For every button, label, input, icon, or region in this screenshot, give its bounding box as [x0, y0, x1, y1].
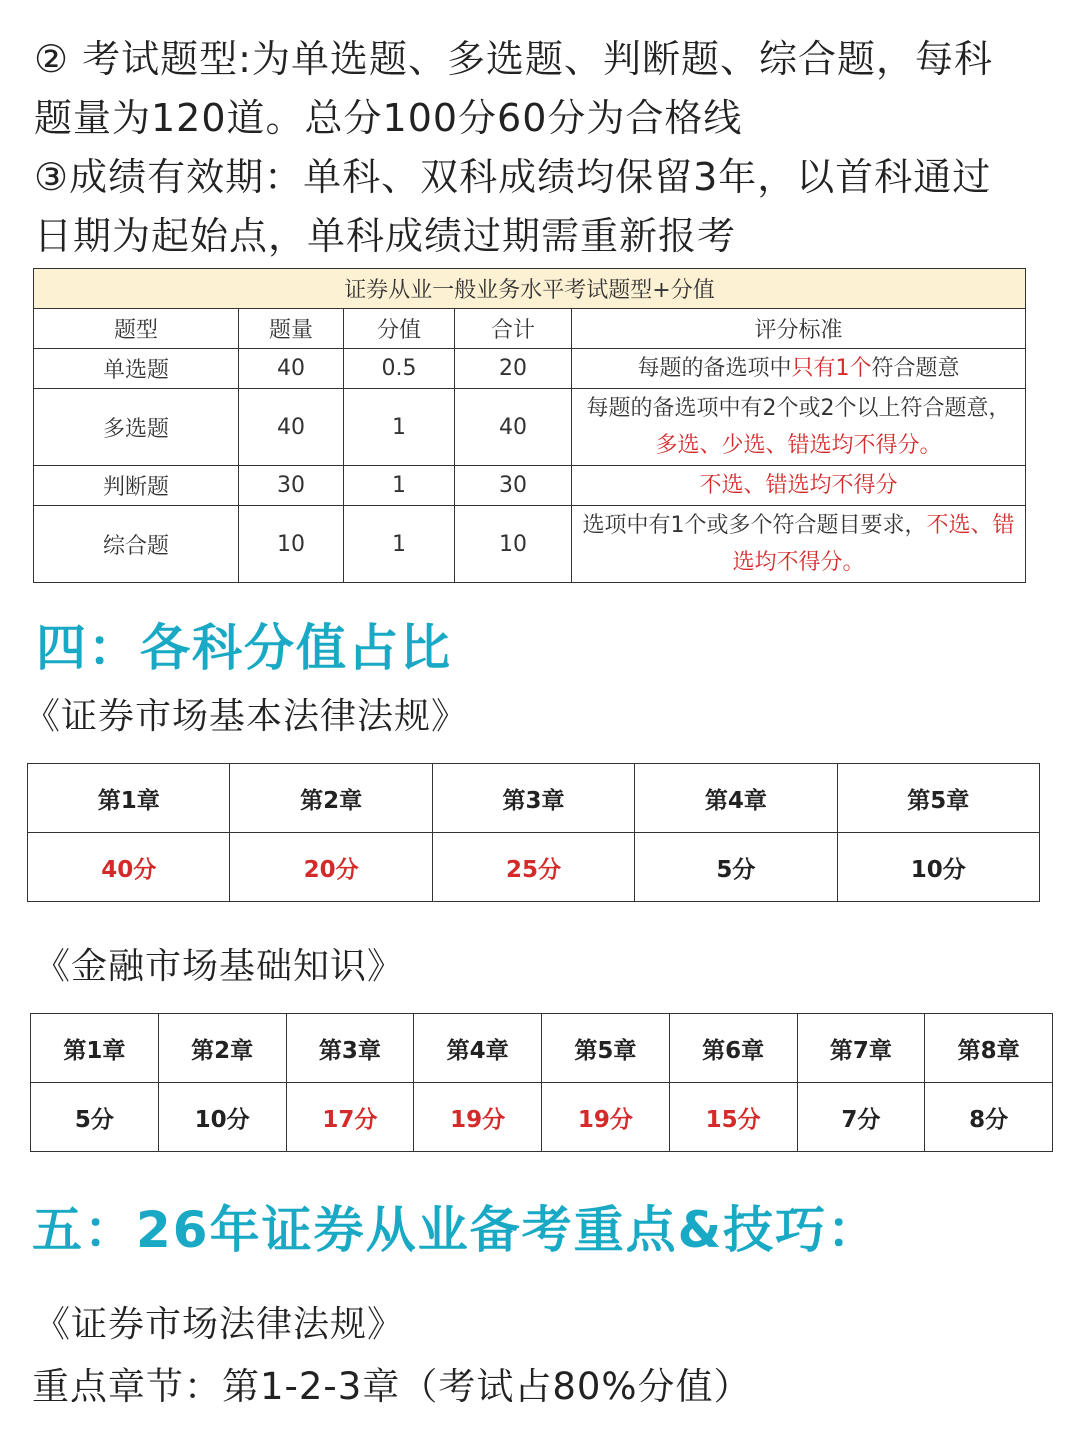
chapter-label: 第5章 [837, 764, 1039, 833]
criteria-text: 选项中有1个或多个符合题目要求， [582, 513, 927, 538]
validity-paragraph [34, 148, 1034, 266]
row-type: 综合题 [34, 506, 239, 583]
book2-title: 《金融市场基础知识》 [34, 946, 405, 987]
chapter-label: 第5章 [542, 1014, 670, 1083]
table-row [34, 506, 1026, 583]
chapter-score: 40分 [28, 833, 230, 902]
validity-line-2: 日期为起始点，单科成绩过期需重新报考 [34, 214, 737, 258]
chapter-score: 7分 [797, 1083, 925, 1152]
row-total: 30 [455, 466, 572, 506]
table-row [34, 349, 1026, 389]
chapter-label: 第2章 [158, 1014, 286, 1083]
book3-title: 《证券市场法律法规》 [34, 1304, 405, 1345]
chapter-score: 5分 [31, 1083, 159, 1152]
chapter-score: 10分 [158, 1083, 286, 1152]
exam-type-line-2: 题量为120道。总分100分60分为合格线 [34, 96, 743, 140]
row-criteria [572, 506, 1026, 583]
exam-type-paragraph [34, 30, 1034, 148]
chapter-score: 19分 [542, 1083, 670, 1152]
row-count: 30 [239, 466, 344, 506]
chapter-score: 15分 [669, 1083, 797, 1152]
table-row [34, 389, 1026, 466]
row-criteria [572, 389, 1026, 466]
row-type: 判断题 [34, 466, 239, 506]
header-total: 合计 [455, 309, 572, 349]
exam-table-title: 证券从业一般业务水平考试题型+分值 [34, 269, 1026, 309]
criteria-text: 符合题意 [871, 356, 960, 381]
chapter-label: 第3章 [286, 1014, 414, 1083]
chapter-score: 20分 [230, 833, 432, 902]
row-count: 10 [239, 506, 344, 583]
chapter-label: 第3章 [432, 764, 634, 833]
chapter-score: 10分 [837, 833, 1039, 902]
row-total: 40 [455, 389, 572, 466]
book1-score-table [27, 763, 1040, 902]
criteria-highlight: 只有1个 [791, 356, 872, 381]
header-type: 题型 [34, 309, 239, 349]
row-criteria [572, 466, 1026, 506]
row-count: 40 [239, 349, 344, 389]
chapter-label: 第2章 [230, 764, 432, 833]
row-count: 40 [239, 389, 344, 466]
exam-type-table [33, 268, 1026, 583]
key-chapters: 重点章节：第1-2-3章（考试占80%分值） [32, 1365, 752, 1408]
criteria-text: 每题的备选项中 [637, 356, 792, 381]
section-5-heading: 五：26年证券从业备考重点&技巧： [32, 1201, 880, 1259]
chapter-score: 25分 [432, 833, 634, 902]
book2-score-table [30, 1013, 1053, 1152]
row-score: 0.5 [344, 349, 455, 389]
chapter-score: 5分 [635, 833, 837, 902]
header-count: 题量 [239, 309, 344, 349]
row-total: 20 [455, 349, 572, 389]
section-4-heading: 四：各科分值占比 [36, 619, 452, 677]
row-score: 1 [344, 389, 455, 466]
chapter-score: 8分 [925, 1083, 1053, 1152]
chapter-score: 17分 [286, 1083, 414, 1152]
chapter-label: 第7章 [797, 1014, 925, 1083]
validity-line-1: ③成绩有效期：单科、双科成绩均保留3年，以首科通过 [34, 155, 992, 199]
row-score: 1 [344, 466, 455, 506]
row-total: 10 [455, 506, 572, 583]
criteria-highlight: 不选、错选均不得分 [699, 473, 898, 498]
header-score: 分值 [344, 309, 455, 349]
criteria-text: 每题的备选项中有2个或2个以上符合题意， [586, 396, 1011, 421]
exam-type-line-1: ② 考试题型:为单选题、多选题、判断题、综合题，每科 [34, 37, 993, 81]
row-type: 多选题 [34, 389, 239, 466]
row-type: 单选题 [34, 349, 239, 389]
row-criteria [572, 349, 1026, 389]
chapter-label: 第8章 [925, 1014, 1053, 1083]
chapter-label: 第4章 [635, 764, 837, 833]
table-row [34, 466, 1026, 506]
book1-title: 《证券市场基本法律法规》 [24, 696, 469, 737]
row-score: 1 [344, 506, 455, 583]
chapter-label: 第1章 [28, 764, 230, 833]
criteria-highlight: 不选、错选均不得分。 [732, 513, 1015, 575]
header-criteria: 评分标准 [572, 309, 1026, 349]
chapter-label: 第4章 [414, 1014, 542, 1083]
exam-table-header [34, 309, 1026, 349]
chapter-label: 第6章 [669, 1014, 797, 1083]
chapter-score: 19分 [414, 1083, 542, 1152]
chapter-label: 第1章 [31, 1014, 159, 1083]
criteria-highlight: 多选、少选、错选均不得分。 [655, 433, 942, 458]
